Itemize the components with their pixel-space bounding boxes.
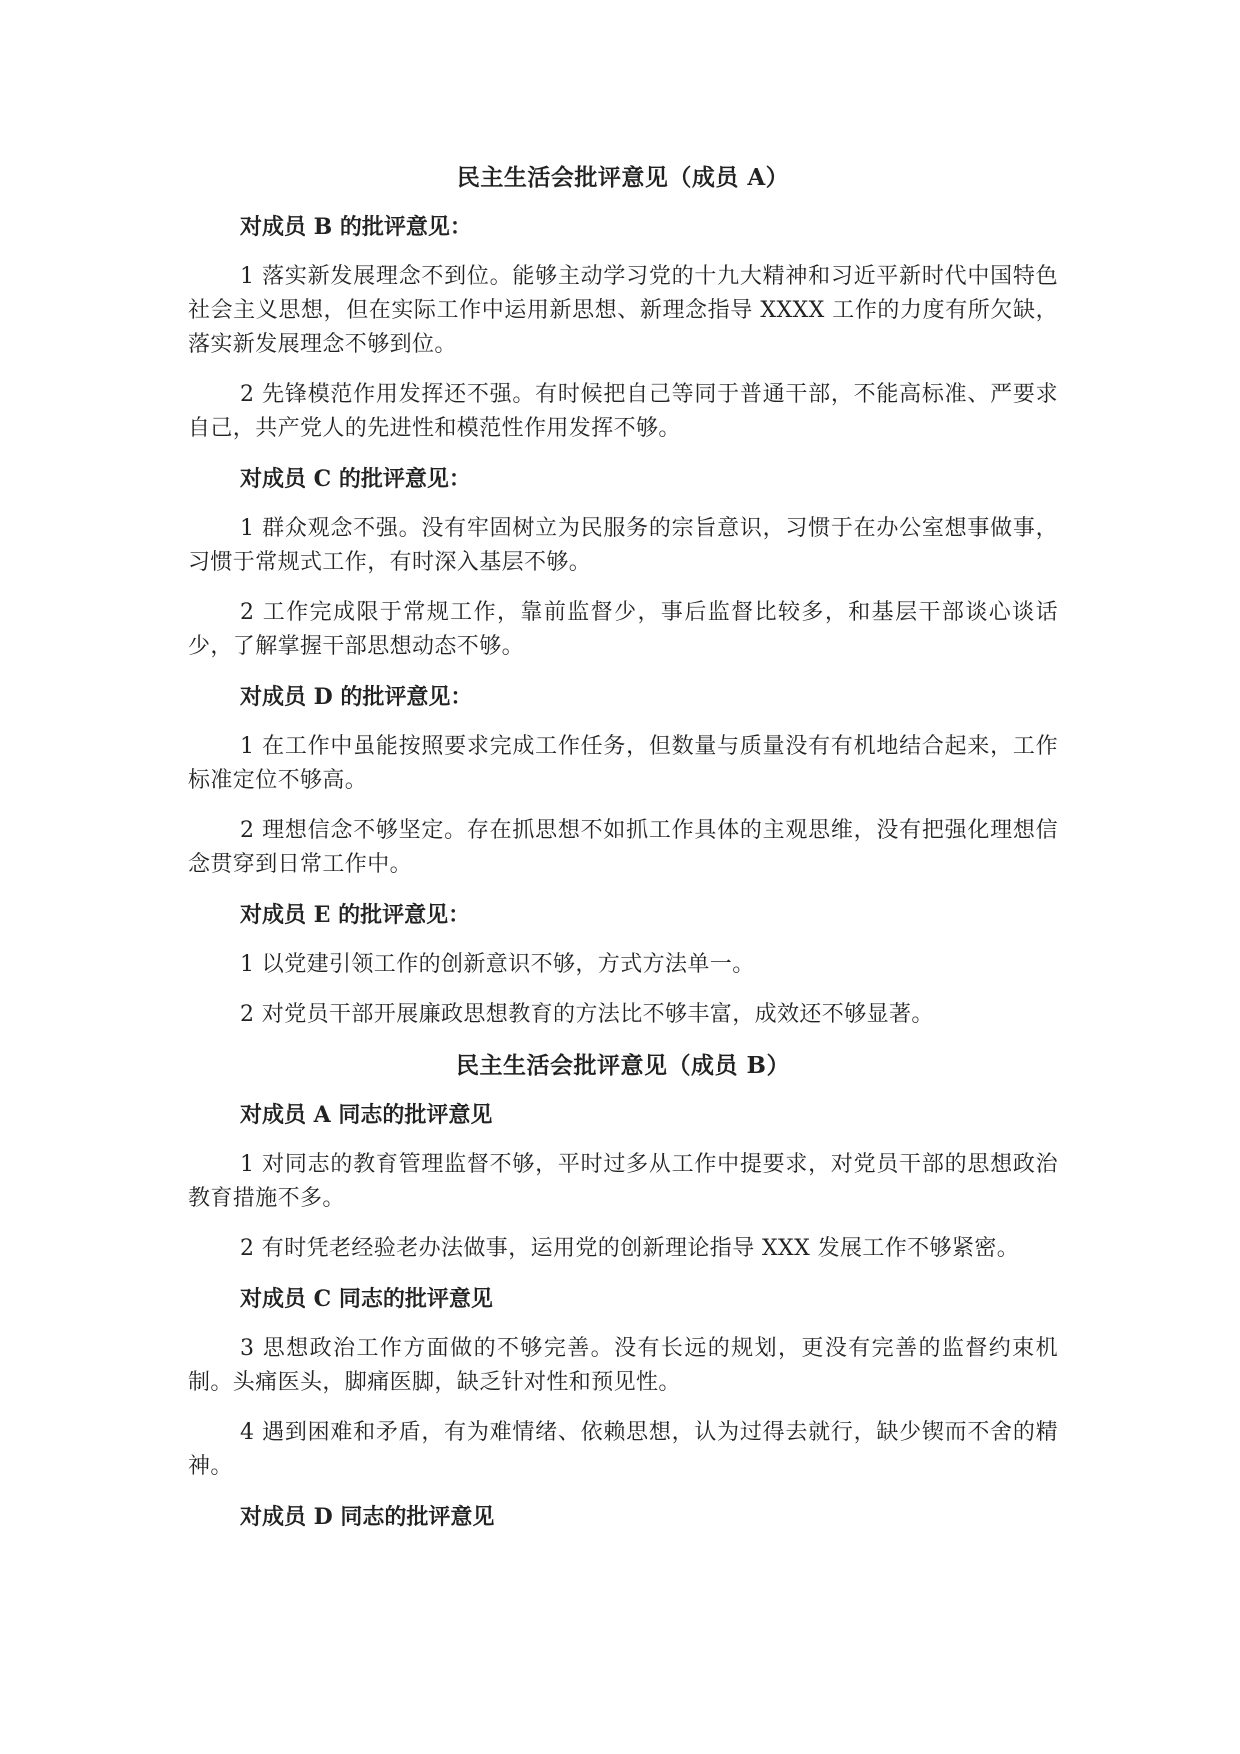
criticism-item: 4 遇到困难和矛盾，有为难情绪、依赖思想，认为过得去就行，缺少锲而不舍的精神。 bbox=[188, 1420, 1058, 1479]
criticism-item: 2 对党员干部开展廉政思想教育的方法比不够丰富，成效还不够显著。 bbox=[240, 1002, 934, 1027]
section-title-member-a: 民主生活会批评意见（成员 A） bbox=[456, 164, 790, 191]
criticism-item: 1 以党建引领工作的创新意识不够，方式方法单一。 bbox=[240, 952, 755, 977]
criticism-item: 2 有时凭老经验老办法做事，运用党的创新理论指导 XXX 发展工作不够紧密。 bbox=[240, 1236, 1020, 1261]
criticism-item: 2 工作完成限于常规工作，靠前监督少，事后监督比较多，和基层干部谈心谈话少，了解掌握干部思想动态不够。 bbox=[188, 600, 1058, 659]
criticism-item: 1 对同志的教育管理监督不够，平时过多从工作中提要求，对党员干部的思想政治教育措施不多。 bbox=[188, 1152, 1058, 1211]
criticism-item: 1 群众观念不强。没有牢固树立为民服务的宗旨意识，习惯于在办公室想事做事，习惯于常规式工作，有时深入基层不够。 bbox=[188, 516, 1058, 575]
document-body bbox=[188, 160, 1058, 1550]
criticism-item: 2 理想信念不够坚定。存在抓思想不如抓工作具体的主观思维，没有把强化理想信念贯穿到日常工作中。 bbox=[188, 818, 1058, 877]
criticism-item: 1 在工作中虽能按照要求完成工作任务，但数量与质量没有有机地结合起来，工作标准定位不够高。 bbox=[188, 734, 1058, 793]
criticism-heading-member-e: 对成员 E 的批评意见： bbox=[240, 902, 471, 928]
criticism-heading-member-d: 对成员 D 同志的批评意见 bbox=[240, 1504, 495, 1530]
criticism-heading-member-b: 对成员 B 的批评意见： bbox=[240, 214, 472, 240]
criticism-heading-member-d: 对成员 D 的批评意见： bbox=[240, 684, 473, 710]
criticism-item: 2 先锋模范作用发挥还不强。有时候把自己等同于普通干部，不能高标准、严要求自己，共产党人的先进性和模范性作用发挥不够。 bbox=[188, 382, 1058, 441]
criticism-item: 3 思想政治工作方面做的不够完善。没有长远的规划，更没有完善的监督约束机制。头痛医头，脚痛医脚，缺乏针对性和预见性。 bbox=[188, 1336, 1058, 1395]
criticism-heading-member-c: 对成员 C 的批评意见： bbox=[240, 466, 471, 492]
criticism-heading-member-a: 对成员 A 同志的批评意见 bbox=[240, 1102, 493, 1128]
section-title-member-b: 民主生活会批评意见（成员 B） bbox=[456, 1052, 790, 1079]
criticism-heading-member-c: 对成员 C 同志的批评意见 bbox=[240, 1286, 493, 1312]
criticism-item: 1 落实新发展理念不到位。能够主动学习党的十九大精神和习近平新时代中国特色社会主义思想，但在实际工作中运用新思想、新理念指导 XXXX 工作的力度有所欠缺，落实新发展理念不够到位。 bbox=[188, 264, 1058, 357]
